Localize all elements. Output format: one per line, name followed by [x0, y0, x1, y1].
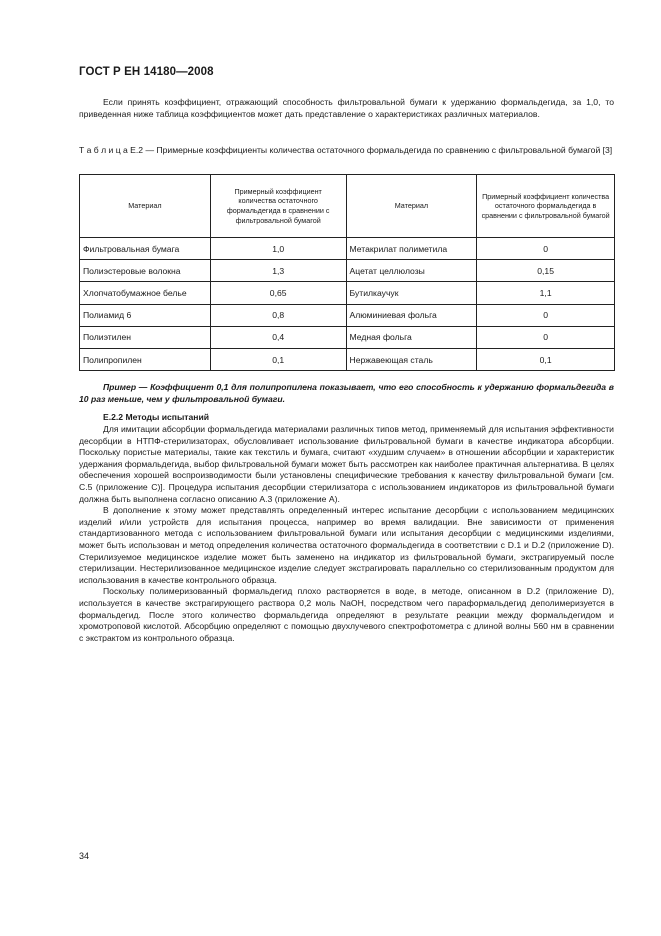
- cell-material: Полиэтилен: [80, 326, 211, 348]
- table-caption: Т а б л и ц а Е.2 — Примерные коэффициенты количества остаточного формальдегида по сравнению с фильтровальной бумагой [3]: [79, 145, 613, 155]
- page-number: 34: [79, 851, 90, 861]
- table-row: [80, 326, 615, 348]
- cell-material: Алюминиевая фольга: [346, 304, 477, 326]
- section-heading: Е.2.2 Методы испытаний: [103, 412, 210, 422]
- document-header: ГОСТ Р ЕН 14180—2008: [79, 66, 214, 78]
- table-row: [80, 348, 615, 370]
- cell-coefficient: 0,65: [210, 282, 346, 304]
- intro-paragraph: [79, 97, 614, 120]
- cell-coefficient: 0,1: [477, 348, 615, 370]
- table-row: [80, 304, 615, 326]
- header-coefficient-2: Примерный коэффициент количества остаточного формальдегида в сравнении с фильтровальной бумагой: [477, 175, 615, 238]
- cell-material: Медная фольга: [346, 326, 477, 348]
- cell-material: Хлопчатобумажное белье: [80, 282, 211, 304]
- header-coefficient-1: Примерный коэффициент количества остаточного формальдегида в сравнении с фильтровальной бумагой: [210, 175, 346, 238]
- methods-body: [79, 424, 614, 644]
- header-material-2: Материал: [346, 175, 477, 238]
- cell-coefficient: 0,4: [210, 326, 346, 348]
- cell-coefficient: 0: [477, 238, 615, 260]
- coefficient-table: [79, 174, 615, 371]
- cell-material: Метакрилат полиметила: [346, 238, 477, 260]
- intro-text: Если принять коэффициент, отражающий способность фильтровальной бумаги к удержанию формальдегида, за 1,0, то приведенная ниже таблица коэффициентов может дать представление о характеристиках различных материалов.: [79, 97, 614, 119]
- cell-coefficient: 1,1: [477, 282, 615, 304]
- cell-material: Полиамид 6: [80, 304, 211, 326]
- header-material-1: Материал: [80, 175, 211, 238]
- table-row: [80, 238, 615, 260]
- cell-coefficient: 1,0: [210, 238, 346, 260]
- example-note: Пример — Коэффициент 0,1 для полипропилена показывает, что его способность к удержанию формальдегида в 10 раз меньше, чем у фильтровальной бумаги.: [79, 382, 614, 404]
- table-header-row: [80, 175, 615, 238]
- methods-paragraph: Для имитации абсорбции формальдегида материалами различных типов метод, применяемый для испытания эффективности десорбции в НТПФ-стерилизаторах, обусловливает использование фильтровальной бумаги в качестве индикатора абсорбции. Поскольку пористые материалы, такие как текстиль и бумага, считают «худшим случаем» в отношении абсорбции и характеристик удержания формальдегида, выбор фильтровальной бумаги может быть рассмотрен как наиболее практичная альтернатива. В целях обеспечения хорошей воспроизводимости были установлены специфические требования к качеству фильтровальной бумаги [см. С.5 (приложение С)]. Процедура испытания десорбции стерилизатора с использованием индикаторов из фильтровальной бумаги должна быть выполнена согласно описанию А.3 (приложение А).: [79, 424, 614, 504]
- cell-coefficient: 0: [477, 326, 615, 348]
- cell-material: Бутилкаучук: [346, 282, 477, 304]
- cell-material: Полипропилен: [80, 348, 211, 370]
- cell-coefficient: 1,3: [210, 260, 346, 282]
- cell-material: Фильтровальная бумага: [80, 238, 211, 260]
- cell-material: Полиэстеровые волокна: [80, 260, 211, 282]
- methods-paragraph: В дополнение к этому может представлять определенный интерес испытание десорбции с использованием медицинских изделий и/или устройств для испытания процесса, например во время валидации. Вне зависимости от применения стандартизованного метода с использованием фильтровальной бумаги или испытания десорбции с медицинскими изделиями, может быть использован и метод определения количества остаточного формальдегида в соответствии с D.1 и D.2 (приложение D). Стерилизуемое медицинское изделие может быть заменено на индикатор из фильтровальной бумаги, экстрагируемый после стерилизации. Нестерилизованное медицинское изделие следует экстрагировать параллельно со стерилизованным продуктом для использования в качестве контрольного образца.: [79, 505, 614, 585]
- cell-material: Ацетат целлюлозы: [346, 260, 477, 282]
- cell-coefficient: 0,8: [210, 304, 346, 326]
- methods-paragraph: Поскольку полимеризованный формальдегид плохо растворяется в воде, в методе, описанном в D.2 (приложение D), используется в качестве экстрагирующего раствора 0,2 моль NaOH, посредством чего параформальдегид деполимеризуется в формальдегид. После этого количество формальдегида определяют в результате реакции между формальдегидом и хромотроповой кислотой. Абсорбцию определяют с помощью двухлучевого спектрофотометра с длиной волны 560 нм в сравнении с экстрактом из контрольного образца.: [79, 586, 614, 643]
- table-row: [80, 260, 615, 282]
- table-row: [80, 282, 615, 304]
- cell-material: Нержавеющая сталь: [346, 348, 477, 370]
- cell-coefficient: 0,15: [477, 260, 615, 282]
- cell-coefficient: 0: [477, 304, 615, 326]
- cell-coefficient: 0,1: [210, 348, 346, 370]
